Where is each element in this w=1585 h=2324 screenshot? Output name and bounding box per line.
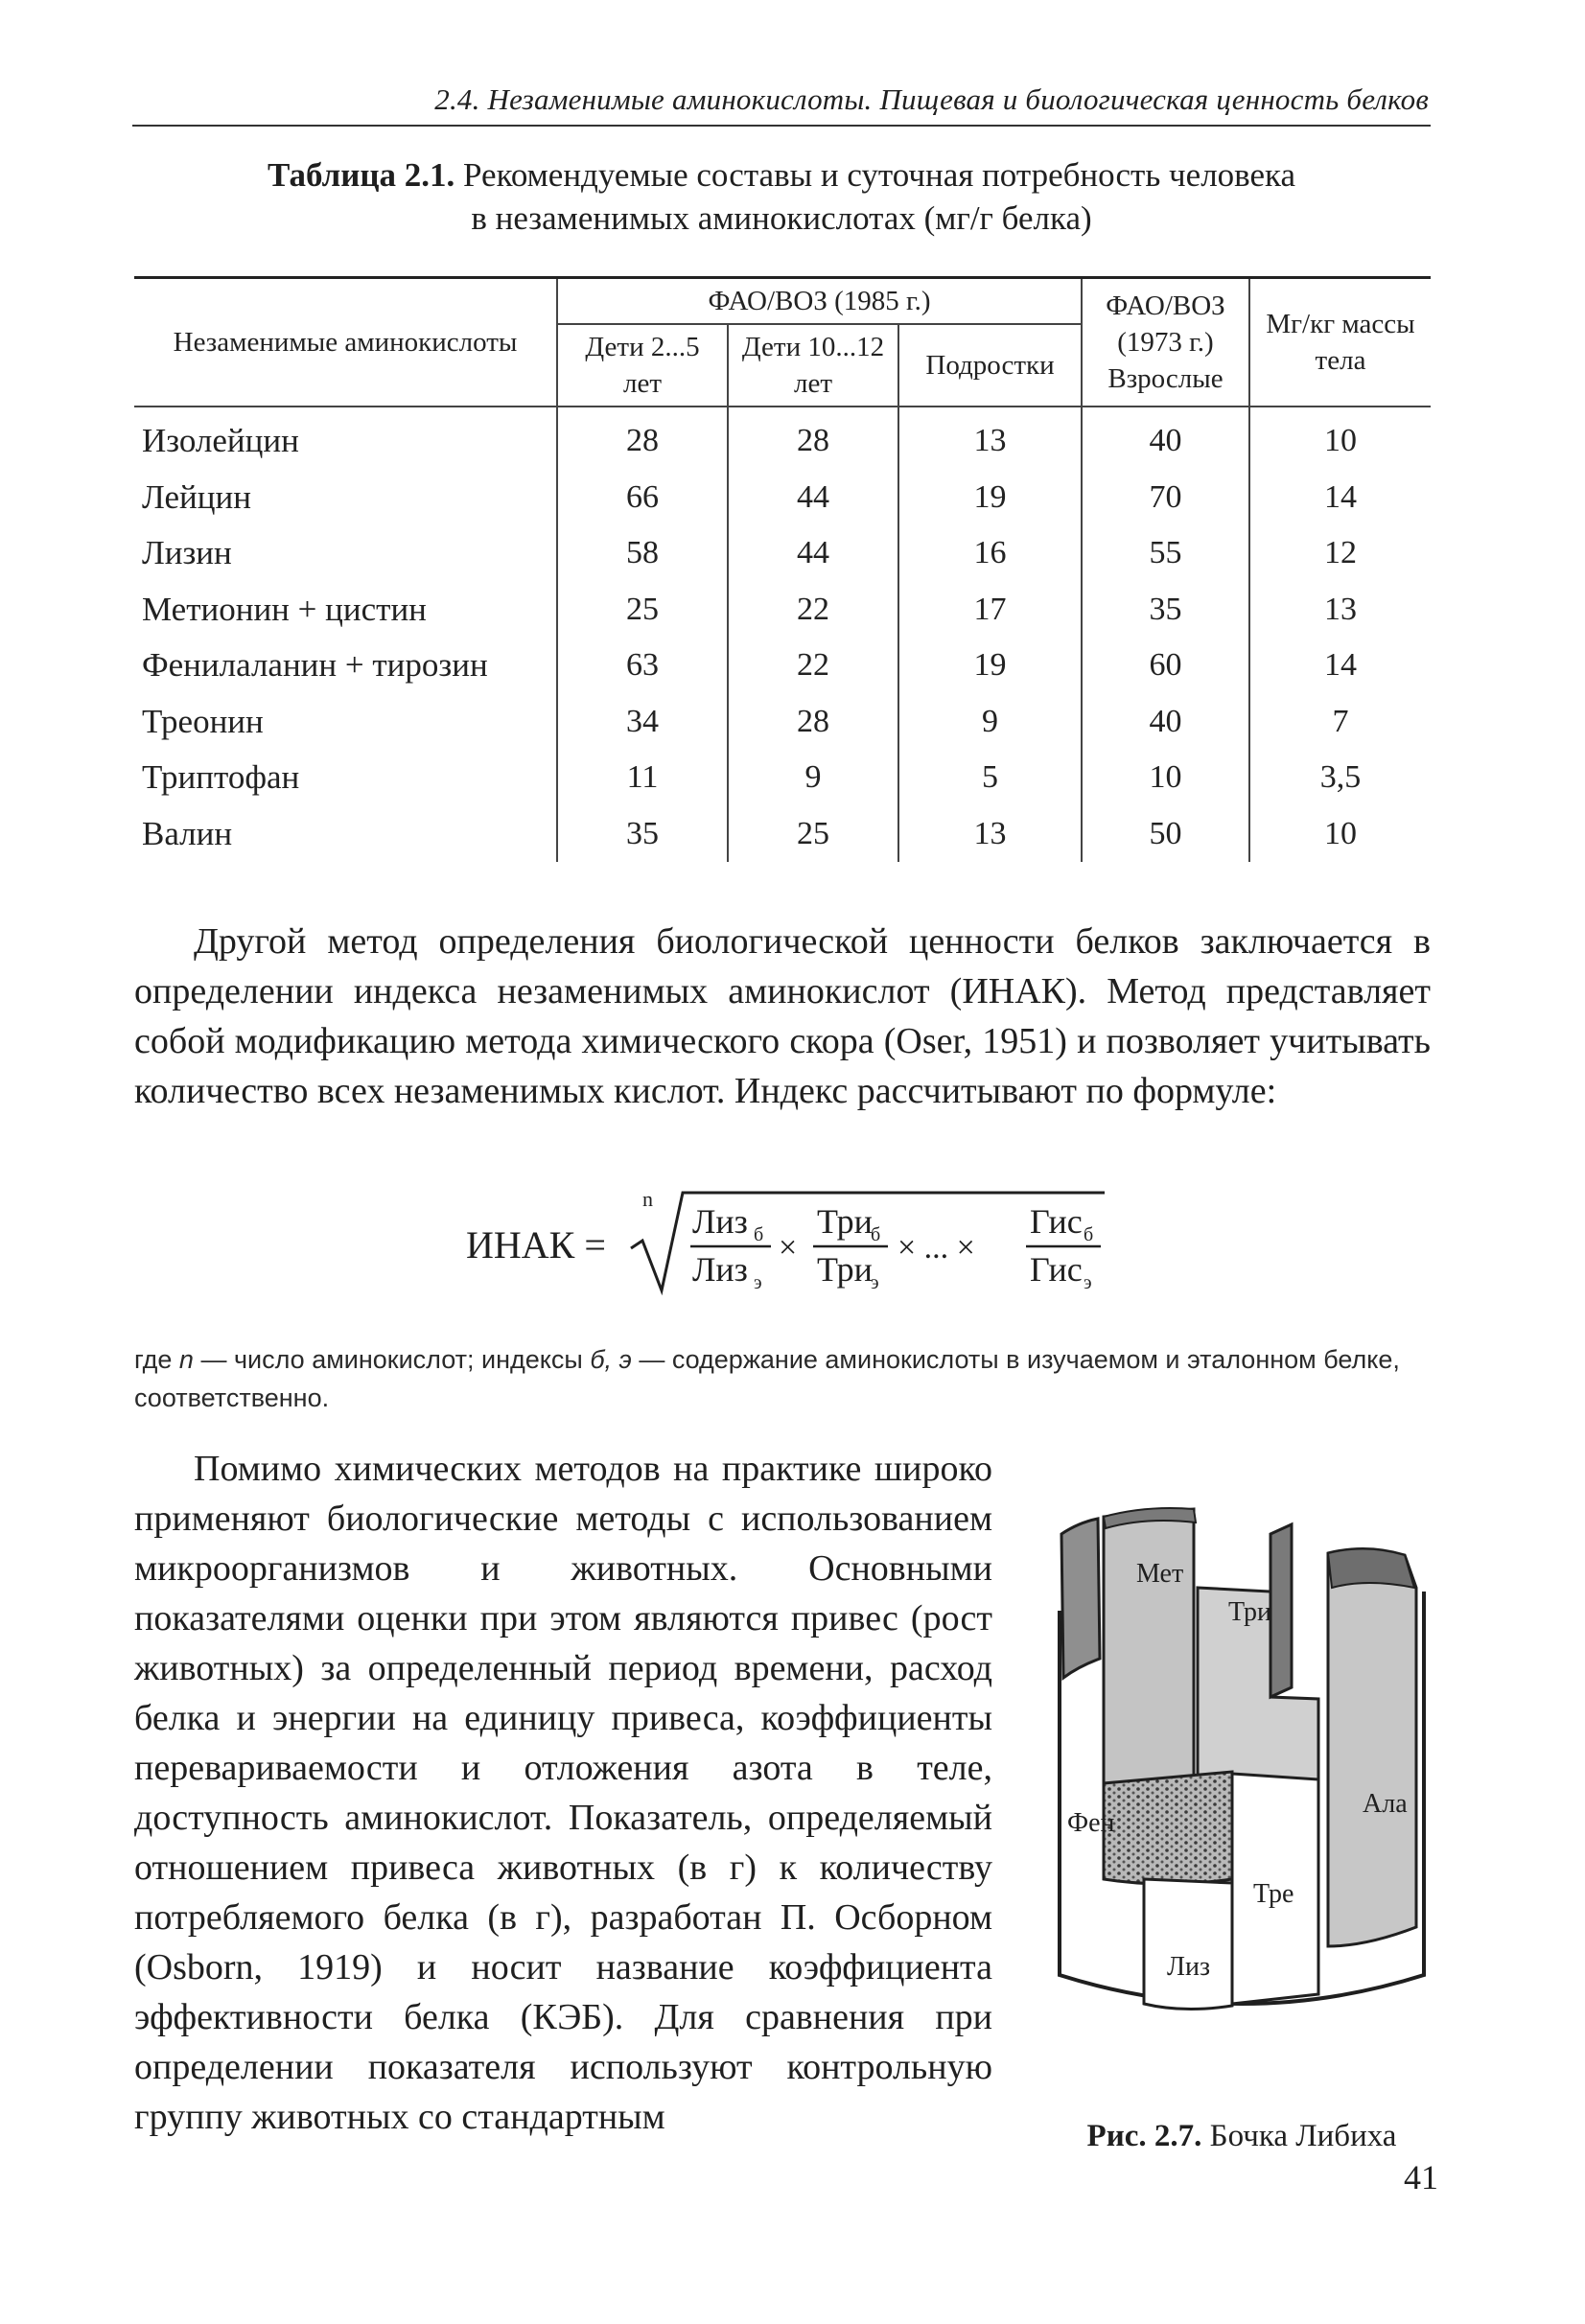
cell-value: 28	[728, 694, 898, 751]
cell-value: 13	[1249, 582, 1431, 639]
cell-value: 3,5	[1249, 750, 1431, 806]
num-tri: Три	[817, 1202, 873, 1241]
table-row	[134, 407, 1431, 470]
table-row	[134, 750, 1431, 806]
cell-value: 40	[1082, 694, 1249, 751]
note-n: n	[178, 1345, 194, 1374]
amino-acids-table	[134, 276, 1431, 862]
liquid-level	[1104, 1772, 1232, 1884]
cell-value: 10	[1249, 806, 1431, 863]
cell-value: 22	[728, 638, 898, 694]
stave-left-top	[1061, 1519, 1100, 1678]
cell-value: 28	[557, 407, 728, 470]
figure-caption-label: Рис. 2.7.	[1086, 2119, 1202, 2153]
header-fao-1973-line3: Взрослые	[1107, 363, 1224, 394]
den-tri: Три	[817, 1250, 873, 1289]
sub-b: б	[871, 1224, 881, 1245]
note-indices: б, э	[590, 1345, 632, 1374]
cell-value: 11	[557, 750, 728, 806]
inak-formula	[460, 1185, 1131, 1300]
cell-value: 9	[728, 750, 898, 806]
cell-value: 14	[1249, 638, 1431, 694]
den-gis: Гис	[1030, 1250, 1083, 1289]
note-text-2: — содержание аминокислоты в изучаемом и эталонном белке, соответственно.	[134, 1345, 1400, 1412]
sub-e: э	[871, 1272, 879, 1293]
cell-value: 66	[557, 470, 728, 526]
cell-value: 35	[1082, 582, 1249, 639]
times-dots: × ... ×	[897, 1230, 975, 1266]
stave-met	[1104, 1509, 1194, 1802]
header-teens: Подростки	[898, 324, 1082, 407]
body-paragraph-1	[134, 917, 1431, 1116]
paragraph-text: Другой метод определения биологической ценности белков заключается в определении индекса незаменимых аминокислот (ИНАК). Метод представляет собой модификацию метода химического скора (Oser, 1951) и позволяет учитывать количество всех незаменимых кислот. Индекс рассчитывают по формуле:	[134, 921, 1431, 1111]
cell-value: 34	[557, 694, 728, 751]
cell-value: 19	[898, 470, 1082, 526]
amino-name: Изолейцин	[142, 422, 299, 460]
stave-ala-rim	[1328, 1548, 1414, 1588]
figure-caption	[1040, 2119, 1443, 2154]
sub-e: э	[754, 1272, 762, 1293]
note-text-1: — число аминокислот; индексы	[200, 1345, 583, 1374]
paragraph-text: Помимо химических методов на практике широко применяют биологические методы с использованием микроорганизмов и животных. Основными показателями оценки при этом являются привес (рост животных) за определенный период времени, расход белка и энергии на единицу привеса, коэффициенты перевариваемости и отложения азота в теле, доступность аминокислот. Показатель, определяемый отношением привеса животных (в г) к количеству потребляемого белка (в г), разработан П. Осборном (Osborn, 1919) и носит название коэффициента эффективности белка (КЭБ). Для сравнения при определении показателя используют контрольную группу животных со стандартным	[134, 1449, 992, 2137]
num-liz: Лиз	[692, 1202, 748, 1241]
stave-right-mid	[1270, 1524, 1292, 1697]
sub-e: э	[1084, 1272, 1092, 1293]
figure-caption-text: Бочка Либиха	[1209, 2119, 1397, 2153]
amino-name: Лизин	[142, 534, 232, 572]
cell-value: 10	[1249, 407, 1431, 470]
num-gis: Гис	[1030, 1202, 1083, 1241]
cell-value: 10	[1082, 750, 1249, 806]
table-caption-line2: в незаменимых аминокислотах (мг/г белка)	[471, 199, 1092, 237]
table-row	[134, 582, 1431, 639]
formula-note	[134, 1340, 1431, 1417]
cell-value: 44	[728, 525, 898, 582]
cell-value: 22	[728, 582, 898, 639]
formula-root-index: n	[642, 1187, 653, 1211]
header-children-10-12: Дети 10...12 лет	[728, 324, 898, 407]
amino-name: Метионин + цистин	[142, 590, 427, 628]
cell-value: 35	[557, 806, 728, 863]
cell-value: 28	[728, 407, 898, 470]
cell-value: 19	[898, 638, 1082, 694]
table-row	[134, 638, 1431, 694]
cell-value: 60	[1082, 638, 1249, 694]
amino-name: Триптофан	[142, 758, 300, 797]
header-mg-per-kg: Мг/кг массы тела	[1249, 278, 1431, 407]
running-head: 2.4. Незаменимые аминокислоты. Пищевая и биологическая ценность белков	[434, 82, 1429, 116]
cell-value: 50	[1082, 806, 1249, 863]
cell-value: 7	[1249, 694, 1431, 751]
label-fen: Фен	[1067, 1808, 1115, 1838]
times-sign: ×	[779, 1230, 798, 1266]
cell-value: 17	[898, 582, 1082, 639]
amino-name: Валин	[142, 814, 233, 852]
header-fao-1973	[1082, 278, 1249, 407]
table-caption	[134, 153, 1429, 240]
cell-value: 13	[898, 806, 1082, 863]
table-row	[134, 806, 1431, 863]
cell-value: 13	[898, 407, 1082, 470]
formula-lhs: ИНАК =	[466, 1223, 606, 1267]
header-children-2-5: Дети 2...5 лет	[557, 324, 728, 407]
table-row	[134, 470, 1431, 526]
cell-value: 5	[898, 750, 1082, 806]
cell-value: 58	[557, 525, 728, 582]
sub-b: б	[754, 1224, 764, 1245]
cell-value: 9	[898, 694, 1082, 751]
note-where: где	[134, 1345, 173, 1374]
table-row	[134, 525, 1431, 582]
amino-name: Треонин	[142, 702, 264, 740]
header-rule	[132, 125, 1431, 127]
amino-name: Лейцин	[142, 477, 251, 516]
cell-value: 55	[1082, 525, 1249, 582]
cell-value: 63	[557, 638, 728, 694]
label-tri: Три	[1228, 1597, 1272, 1627]
liebig-barrel-figure	[1040, 1496, 1443, 2071]
den-liz: Лиз	[692, 1250, 748, 1289]
stave-liz	[1144, 1879, 1232, 2010]
table-row	[134, 694, 1431, 751]
table-caption-line1: Рекомендуемые составы и суточная потребность человека	[463, 156, 1296, 194]
cell-value: 44	[728, 470, 898, 526]
label-liz: Лиз	[1167, 1952, 1211, 1982]
header-fao-1985: ФАО/ВОЗ (1985 г.)	[557, 278, 1082, 325]
cell-value: 25	[557, 582, 728, 639]
cell-value: 25	[728, 806, 898, 863]
body-paragraph-2	[134, 1444, 992, 2142]
cell-value: 14	[1249, 470, 1431, 526]
page-number: 41	[1404, 2158, 1438, 2196]
cell-value: 16	[898, 525, 1082, 582]
sub-b: б	[1084, 1224, 1094, 1245]
label-tre: Тре	[1253, 1879, 1294, 1909]
table-caption-label: Таблица 2.1.	[267, 156, 455, 194]
header-amino-acids: Незаменимые аминокислоты	[134, 278, 557, 407]
stave-ala	[1328, 1548, 1416, 1946]
header-fao-1973-line1: ФАО/ВОЗ	[1106, 290, 1225, 321]
label-met: Мет	[1136, 1559, 1184, 1589]
cell-value: 12	[1249, 525, 1431, 582]
label-ala: Ала	[1363, 1789, 1408, 1819]
cell-value: 70	[1082, 470, 1249, 526]
amino-name: Фенилаланин + тирозин	[142, 646, 488, 685]
header-fao-1973-line2: (1973 г.)	[1117, 327, 1214, 358]
cell-value: 40	[1082, 407, 1249, 470]
